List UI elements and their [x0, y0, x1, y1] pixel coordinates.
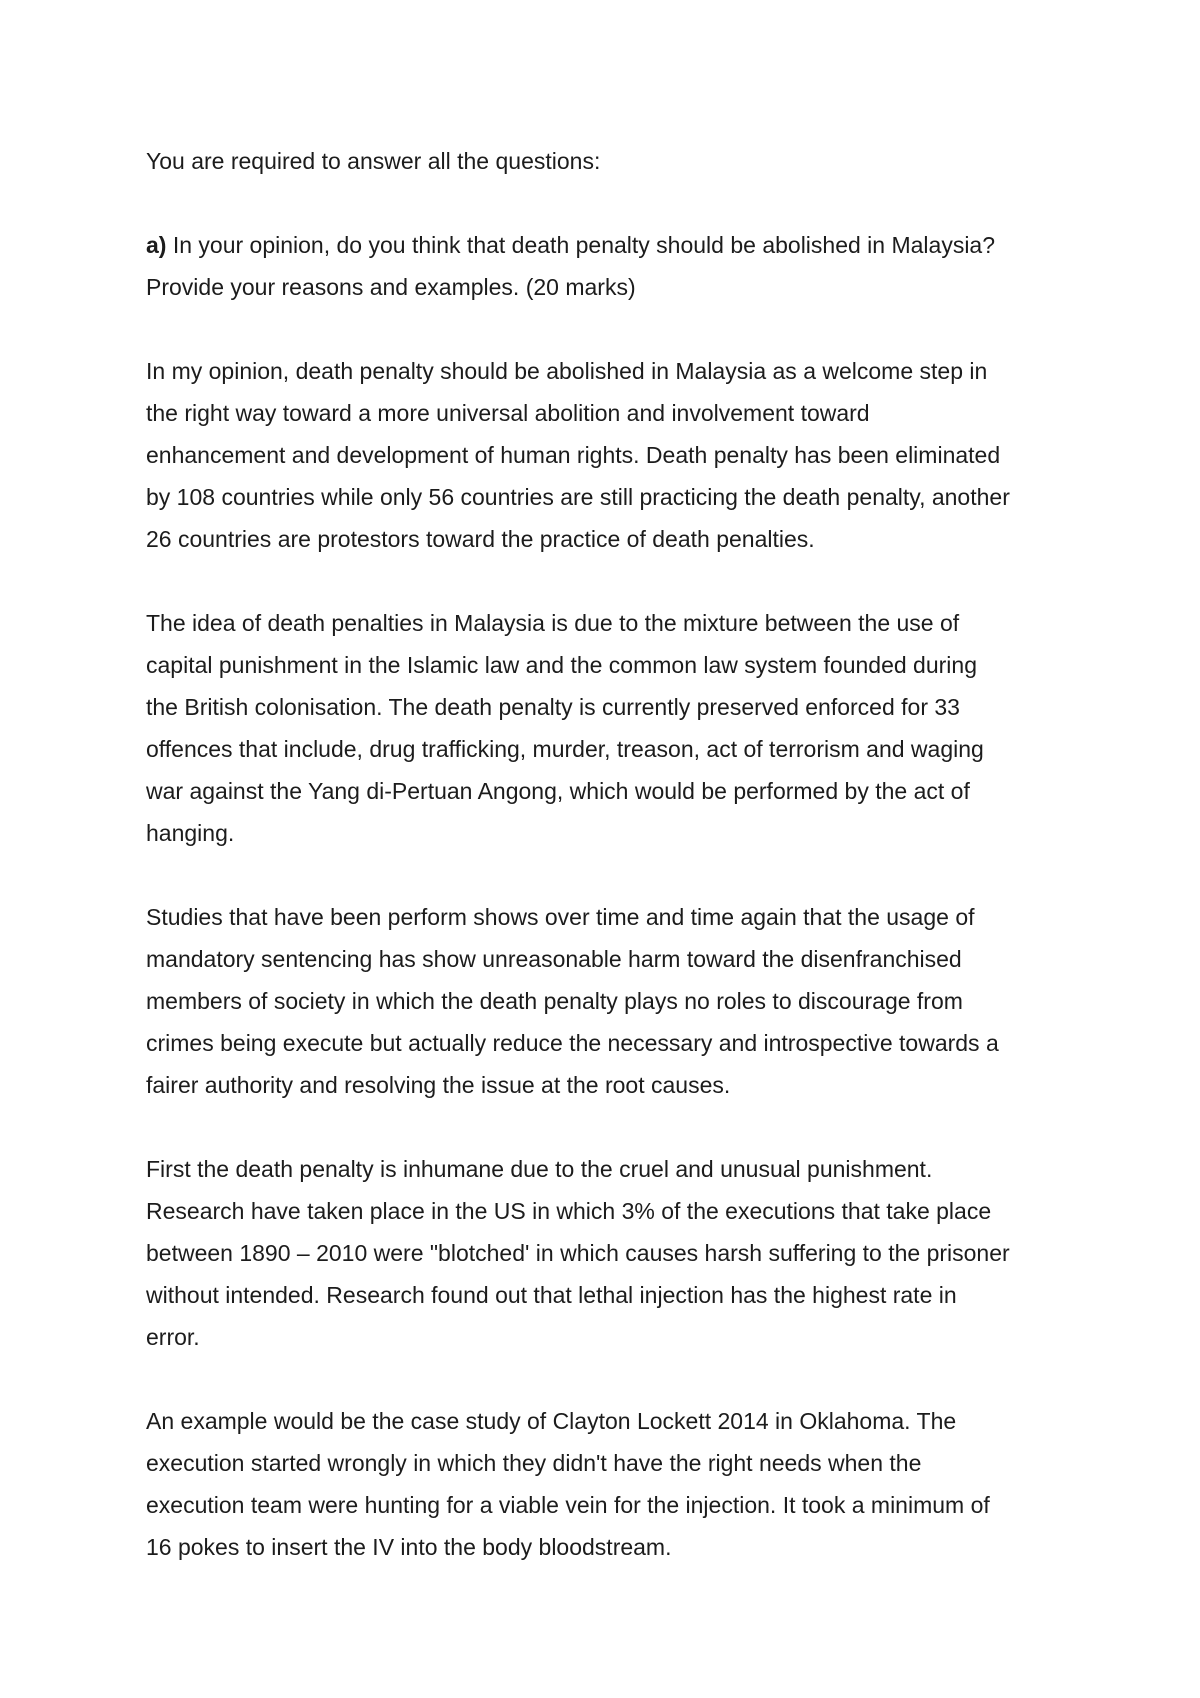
question-text: In your opinion, do you think that death penalty should be abolished in Malaysia?: [172, 232, 996, 258]
paragraph-line: error.: [146, 1324, 200, 1350]
paragraph-line: enhancement and development of human rights. Death penalty has been eliminated: [146, 442, 1001, 468]
paragraph-line: execution started wrongly in which they didn't have the right needs when the: [146, 1450, 922, 1476]
paragraph-line: Studies that have been perform shows over time and time again that the usage of: [146, 904, 975, 930]
paragraph-line: members of society in which the death penalty plays no roles to discourage from: [146, 988, 963, 1014]
paragraph-line: 26 countries are protestors toward the practice of death penalties.: [146, 526, 815, 552]
question-label: a): [146, 232, 167, 258]
paragraph-line: mandatory sentencing has show unreasonable harm toward the disenfranchised: [146, 946, 962, 972]
question-line: [146, 224, 1076, 266]
intro-text: You are required to answer all the questions:: [146, 148, 601, 174]
body-paragraph-1: [146, 350, 1076, 560]
paragraph-line: 16 pokes to insert the IV into the body bloodstream.: [146, 1534, 672, 1560]
paragraph-line: war against the Yang di-Pertuan Angong, which would be performed by the act of: [146, 778, 970, 804]
paragraph-line: First the death penalty is inhumane due to the cruel and unusual punishment.: [146, 1156, 933, 1182]
body-paragraph-5: [146, 1400, 1076, 1568]
paragraph-line: An example would be the case study of Clayton Lockett 2014 in Oklahoma. The: [146, 1408, 957, 1434]
paragraph-line: fairer authority and resolving the issue at the root causes.: [146, 1072, 731, 1098]
intro-paragraph: [146, 140, 1076, 182]
body-paragraph-2: [146, 602, 1076, 854]
paragraph-line: Research have taken place in the US in which 3% of the executions that take place: [146, 1198, 992, 1224]
paragraph-line: crimes being execute but actually reduce the necessary and introspective towards a: [146, 1030, 999, 1056]
paragraph-line: the British colonisation. The death penalty is currently preserved enforced for 33: [146, 694, 960, 720]
paragraph-line: capital punishment in the Islamic law and the common law system founded during: [146, 652, 977, 678]
body-paragraph-3: [146, 896, 1076, 1106]
paragraph-line: by 108 countries while only 56 countries are still practicing the death penalty, another: [146, 484, 1010, 510]
paragraph-line: offences that include, drug trafficking, murder, treason, act of terrorism and waging: [146, 736, 984, 762]
body-paragraph-4: [146, 1148, 1076, 1358]
paragraph-line: the right way toward a more universal abolition and involvement toward: [146, 400, 870, 426]
document-body: [146, 140, 1076, 1610]
paragraph-line: without intended. Research found out that lethal injection has the highest rate in: [146, 1282, 957, 1308]
paragraph-line: hanging.: [146, 820, 235, 846]
paragraph-line: The idea of death penalties in Malaysia is due to the mixture between the use of: [146, 610, 960, 636]
paragraph-line: between 1890 – 2010 were "blotched' in which causes harsh suffering to the prisoner: [146, 1240, 1010, 1266]
paragraph-line: In my opinion, death penalty should be abolished in Malaysia as a welcome step in: [146, 358, 988, 384]
question-line: Provide your reasons and examples. (20 marks): [146, 274, 636, 300]
question-paragraph: [146, 224, 1076, 308]
paragraph-line: execution team were hunting for a viable vein for the injection. It took a minimum of: [146, 1492, 990, 1518]
